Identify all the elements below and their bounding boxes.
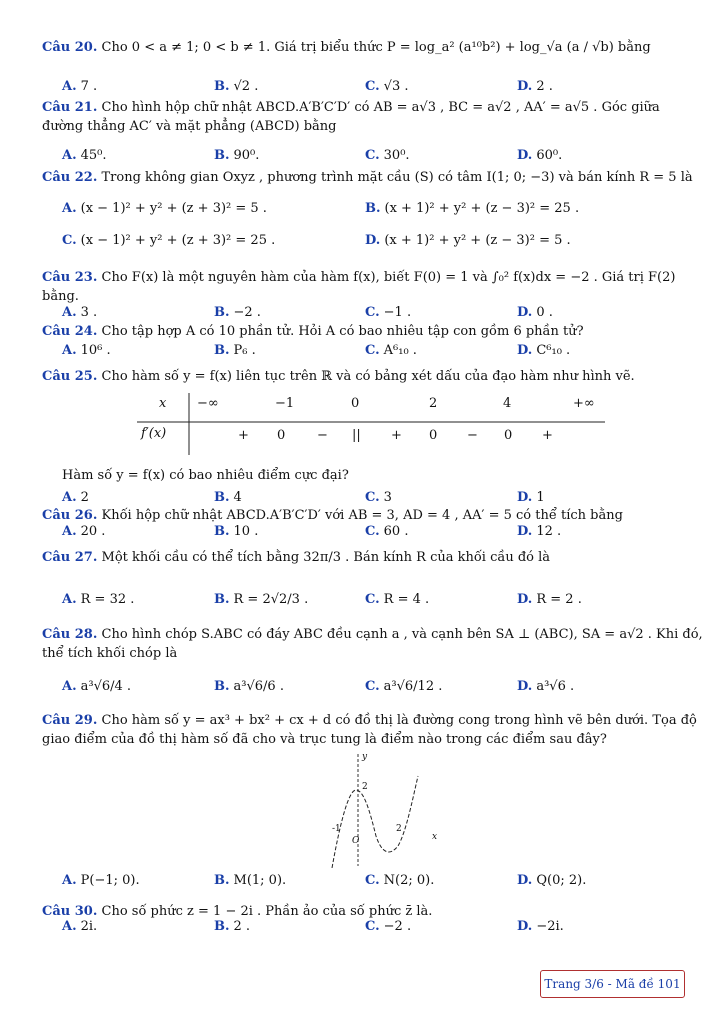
option-c[interactable]: C. 60 . xyxy=(365,524,409,539)
question-number: Câu 22. xyxy=(42,170,98,185)
sign: − xyxy=(317,428,328,443)
question-text: Một khối cầu có thể tích bằng 32π/3 . Bán kính R của khối cầu đó là xyxy=(101,550,551,565)
question-text: Cho hàm số y = f(x) liên tục trên ℝ và có bảng xét dấu của đạo hàm như hình vẽ. xyxy=(101,369,635,384)
option-a[interactable]: A. 45⁰. xyxy=(62,148,107,163)
y-tick-2: 2 xyxy=(362,782,368,792)
x-tick-minus1: -1 xyxy=(332,824,341,834)
question-27 xyxy=(42,548,703,567)
question-24 xyxy=(42,322,703,341)
option-a[interactable]: A. R = 32 . xyxy=(62,592,135,607)
option-c[interactable]: C. (x − 1)² + y² + (z + 3)² = 25 . xyxy=(62,233,276,248)
cubic-graph xyxy=(322,752,444,868)
question-text: Cho F(x) là một nguyên hàm của hàm f(x), biết F(0) = 1 và ∫₀² f(x)dx = −2 . Giá trị F(2) bằng. xyxy=(42,270,676,304)
sign-table xyxy=(137,393,605,455)
question-text: Cho tập hợp A có 10 phần tử. Hỏi A có bao nhiêu tập con gồm 6 phần tử? xyxy=(101,324,584,339)
question-number: Câu 21. xyxy=(42,100,98,115)
option-d[interactable]: D. R = 2 . xyxy=(517,592,582,607)
x-value: +∞ xyxy=(573,396,595,411)
option-b[interactable]: B. 4 xyxy=(214,490,242,505)
options-27 xyxy=(42,591,703,609)
question-number: Câu 24. xyxy=(42,324,98,339)
question-text: Cho 0 < a ≠ 1; 0 < b ≠ 1. Giá trị biểu thức P = log_a² (a¹⁰b²) + log_√a (a / √b) bằng xyxy=(101,40,651,55)
x-value: 2 xyxy=(429,396,438,411)
option-c[interactable]: C. N(2; 0). xyxy=(365,873,435,888)
sign: 0 xyxy=(277,428,286,443)
derivative-label: f′(x) xyxy=(141,426,167,441)
question-29 xyxy=(42,711,703,749)
option-b[interactable]: B. (x + 1)² + y² + (z − 3)² = 25 . xyxy=(365,201,580,216)
question-number: Câu 26. xyxy=(42,508,98,523)
question-28 xyxy=(42,625,703,663)
x-value: 4 xyxy=(503,396,512,411)
option-d[interactable]: D. (x + 1)² + y² + (z − 3)² = 5 . xyxy=(365,233,571,248)
options-20 xyxy=(42,78,703,96)
question-20 xyxy=(42,38,703,57)
option-b[interactable]: B. 10 . xyxy=(214,524,259,539)
option-c[interactable]: C. a³√6/12 . xyxy=(365,679,443,694)
question-text: Cho hình chóp S.ABC có đáy ABC đều cạnh a , và cạnh bên SA ⊥ (ABC), SA = a√2 . Khi đó, thể tích khối chóp là xyxy=(42,627,703,661)
option-b[interactable]: B. 2 . xyxy=(214,919,251,934)
option-d[interactable]: D. 12 . xyxy=(517,524,562,539)
x-value: 0 xyxy=(351,396,360,411)
option-c[interactable]: C. 3 xyxy=(365,490,392,505)
option-a[interactable]: A. 7 . xyxy=(62,79,98,94)
sign: + xyxy=(238,428,249,443)
option-d[interactable]: D. C⁶₁₀ . xyxy=(517,343,571,358)
options-30 xyxy=(42,918,703,936)
option-d[interactable]: D. −2i. xyxy=(517,919,564,934)
origin-label: O xyxy=(352,836,360,846)
option-b[interactable]: B. √2 . xyxy=(214,79,259,94)
option-d[interactable]: D. 2 . xyxy=(517,79,553,94)
option-a[interactable]: A. 2i. xyxy=(62,919,98,934)
x-value: −∞ xyxy=(197,396,219,411)
options-24 xyxy=(42,342,703,360)
x-axis-label: x xyxy=(432,832,438,842)
question-number: Câu 23. xyxy=(42,270,98,285)
options-29 xyxy=(42,872,703,890)
question-21 xyxy=(42,98,703,136)
options-21 xyxy=(42,147,703,165)
option-a[interactable]: A. 3 . xyxy=(62,305,98,320)
options-23 xyxy=(42,304,703,322)
question-number: Câu 30. xyxy=(42,904,98,919)
question-text: Khối hộp chữ nhật ABCD.A′B′C′D′ với AB = 3, AD = 4 , AA′ = 5 có thể tích bằng xyxy=(101,508,623,523)
option-c[interactable]: C. R = 4 . xyxy=(365,592,430,607)
question-25 xyxy=(42,367,703,386)
option-c[interactable]: C. √3 . xyxy=(365,79,409,94)
option-b[interactable]: B. −2 . xyxy=(214,305,261,320)
question-text: Cho hàm số y = ax³ + bx² + cx + d có đồ thị là đường cong trong hình vẽ bên dưới. Tọa độ giao điểm của đồ thị hàm số đã cho và trục tung là điểm nào trong các điểm sau đây? xyxy=(42,713,697,747)
question-number: Câu 28. xyxy=(42,627,98,642)
option-a[interactable]: A. 2 xyxy=(62,490,89,505)
graph-canvas xyxy=(322,752,444,868)
option-c[interactable]: C. −2 . xyxy=(365,919,412,934)
sign: 0 xyxy=(504,428,513,443)
question-number: Câu 20. xyxy=(42,40,98,55)
x-tick-2: 2 xyxy=(396,824,402,834)
question-text: Trong không gian Oxyz , phương trình mặt cầu (S) có tâm I(1; 0; −3) và bán kính R = 5 là xyxy=(101,170,693,185)
option-a[interactable]: A. 10⁶ . xyxy=(62,343,111,358)
options-26 xyxy=(42,523,703,541)
option-c[interactable]: C. A⁶₁₀ . xyxy=(365,343,417,358)
option-c[interactable]: C. 30⁰. xyxy=(365,148,410,163)
option-b[interactable]: B. P₆ . xyxy=(214,343,256,358)
sign: || xyxy=(352,428,361,443)
question-25-subtext: Hàm số y = f(x) có bao nhiêu điểm cực đại? xyxy=(62,468,349,483)
sign: + xyxy=(391,428,402,443)
question-22 xyxy=(42,168,703,187)
option-b[interactable]: B. M(1; 0). xyxy=(214,873,287,888)
x-label: x xyxy=(159,396,167,411)
option-d[interactable]: D. 60⁰. xyxy=(517,148,563,163)
option-b[interactable]: B. 90⁰. xyxy=(214,148,260,163)
option-a[interactable]: A. P(−1; 0). xyxy=(62,873,140,888)
options-25 xyxy=(42,489,703,507)
question-number: Câu 29. xyxy=(42,713,98,728)
option-d[interactable]: D. 0 . xyxy=(517,305,553,320)
option-d[interactable]: D. a³√6 . xyxy=(517,679,575,694)
question-23 xyxy=(42,268,703,306)
sign: − xyxy=(467,428,478,443)
option-c[interactable]: C. −1 . xyxy=(365,305,412,320)
option-d[interactable]: D. 1 xyxy=(517,490,545,505)
y-axis-label: y xyxy=(362,752,368,762)
option-b[interactable]: B. a³√6/6 . xyxy=(214,679,284,694)
options-22-row2 xyxy=(42,232,703,250)
question-number: Câu 25. xyxy=(42,369,98,384)
option-a[interactable]: A. 20 . xyxy=(62,524,106,539)
option-d[interactable]: D. Q(0; 2). xyxy=(517,873,587,888)
question-number: Câu 27. xyxy=(42,550,98,565)
options-28 xyxy=(42,678,703,696)
options-22-row1 xyxy=(42,200,703,218)
page-footer: Trang 3/6 - Mã đề 101 xyxy=(540,970,685,998)
option-a[interactable]: A. (x − 1)² + y² + (z + 3)² = 5 . xyxy=(62,201,267,216)
question-text: Cho hình hộp chữ nhật ABCD.A′B′C′D′ có AB = a√3 , BC = a√2 , AA′ = a√5 . Góc giữa đường thẳng AC′ và mặt phẳng (ABCD) bằng xyxy=(42,100,660,134)
sign: 0 xyxy=(429,428,438,443)
sign: + xyxy=(542,428,553,443)
question-text: Cho số phức z = 1 − 2i . Phần ảo của số phức z̄ là. xyxy=(101,904,433,919)
x-value: −1 xyxy=(275,396,295,411)
option-b[interactable]: B. R = 2√2/3 . xyxy=(214,592,309,607)
option-a[interactable]: A. a³√6/4 . xyxy=(62,679,132,694)
